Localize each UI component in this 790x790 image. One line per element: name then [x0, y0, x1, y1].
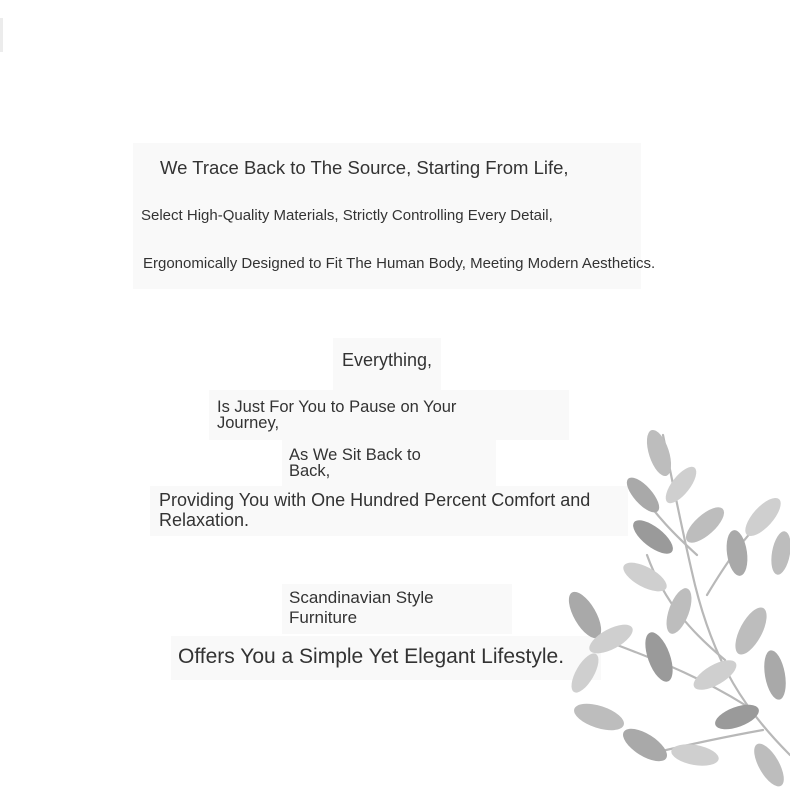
pause-text: Is Just For You to Pause on Your Journey, — [217, 398, 457, 433]
intro-line-3: Ergonomically Designed to Fit The Human Body, Meeting Modern Aesthetics. — [143, 255, 656, 272]
intro-line-1: We Trace Back to The Source, Starting From Life, — [160, 157, 569, 178]
style-text: Scandinavian Style Furniture — [289, 588, 434, 627]
everything-text: Everything, — [342, 350, 433, 370]
comfort-text: Providing You with One Hundred Percent Comfort and Relaxation. — [159, 490, 591, 531]
lifestyle-text: Offers You a Simple Yet Elegant Lifestyle. — [178, 645, 565, 668]
edge-divider — [0, 18, 3, 52]
intro-line-2: Select High-Quality Materials, Strictly Controlling Every Detail, — [141, 207, 553, 224]
leafy-branch-illustration — [555, 425, 790, 790]
sit-back-text: As We Sit Back to Back, — [289, 446, 421, 481]
